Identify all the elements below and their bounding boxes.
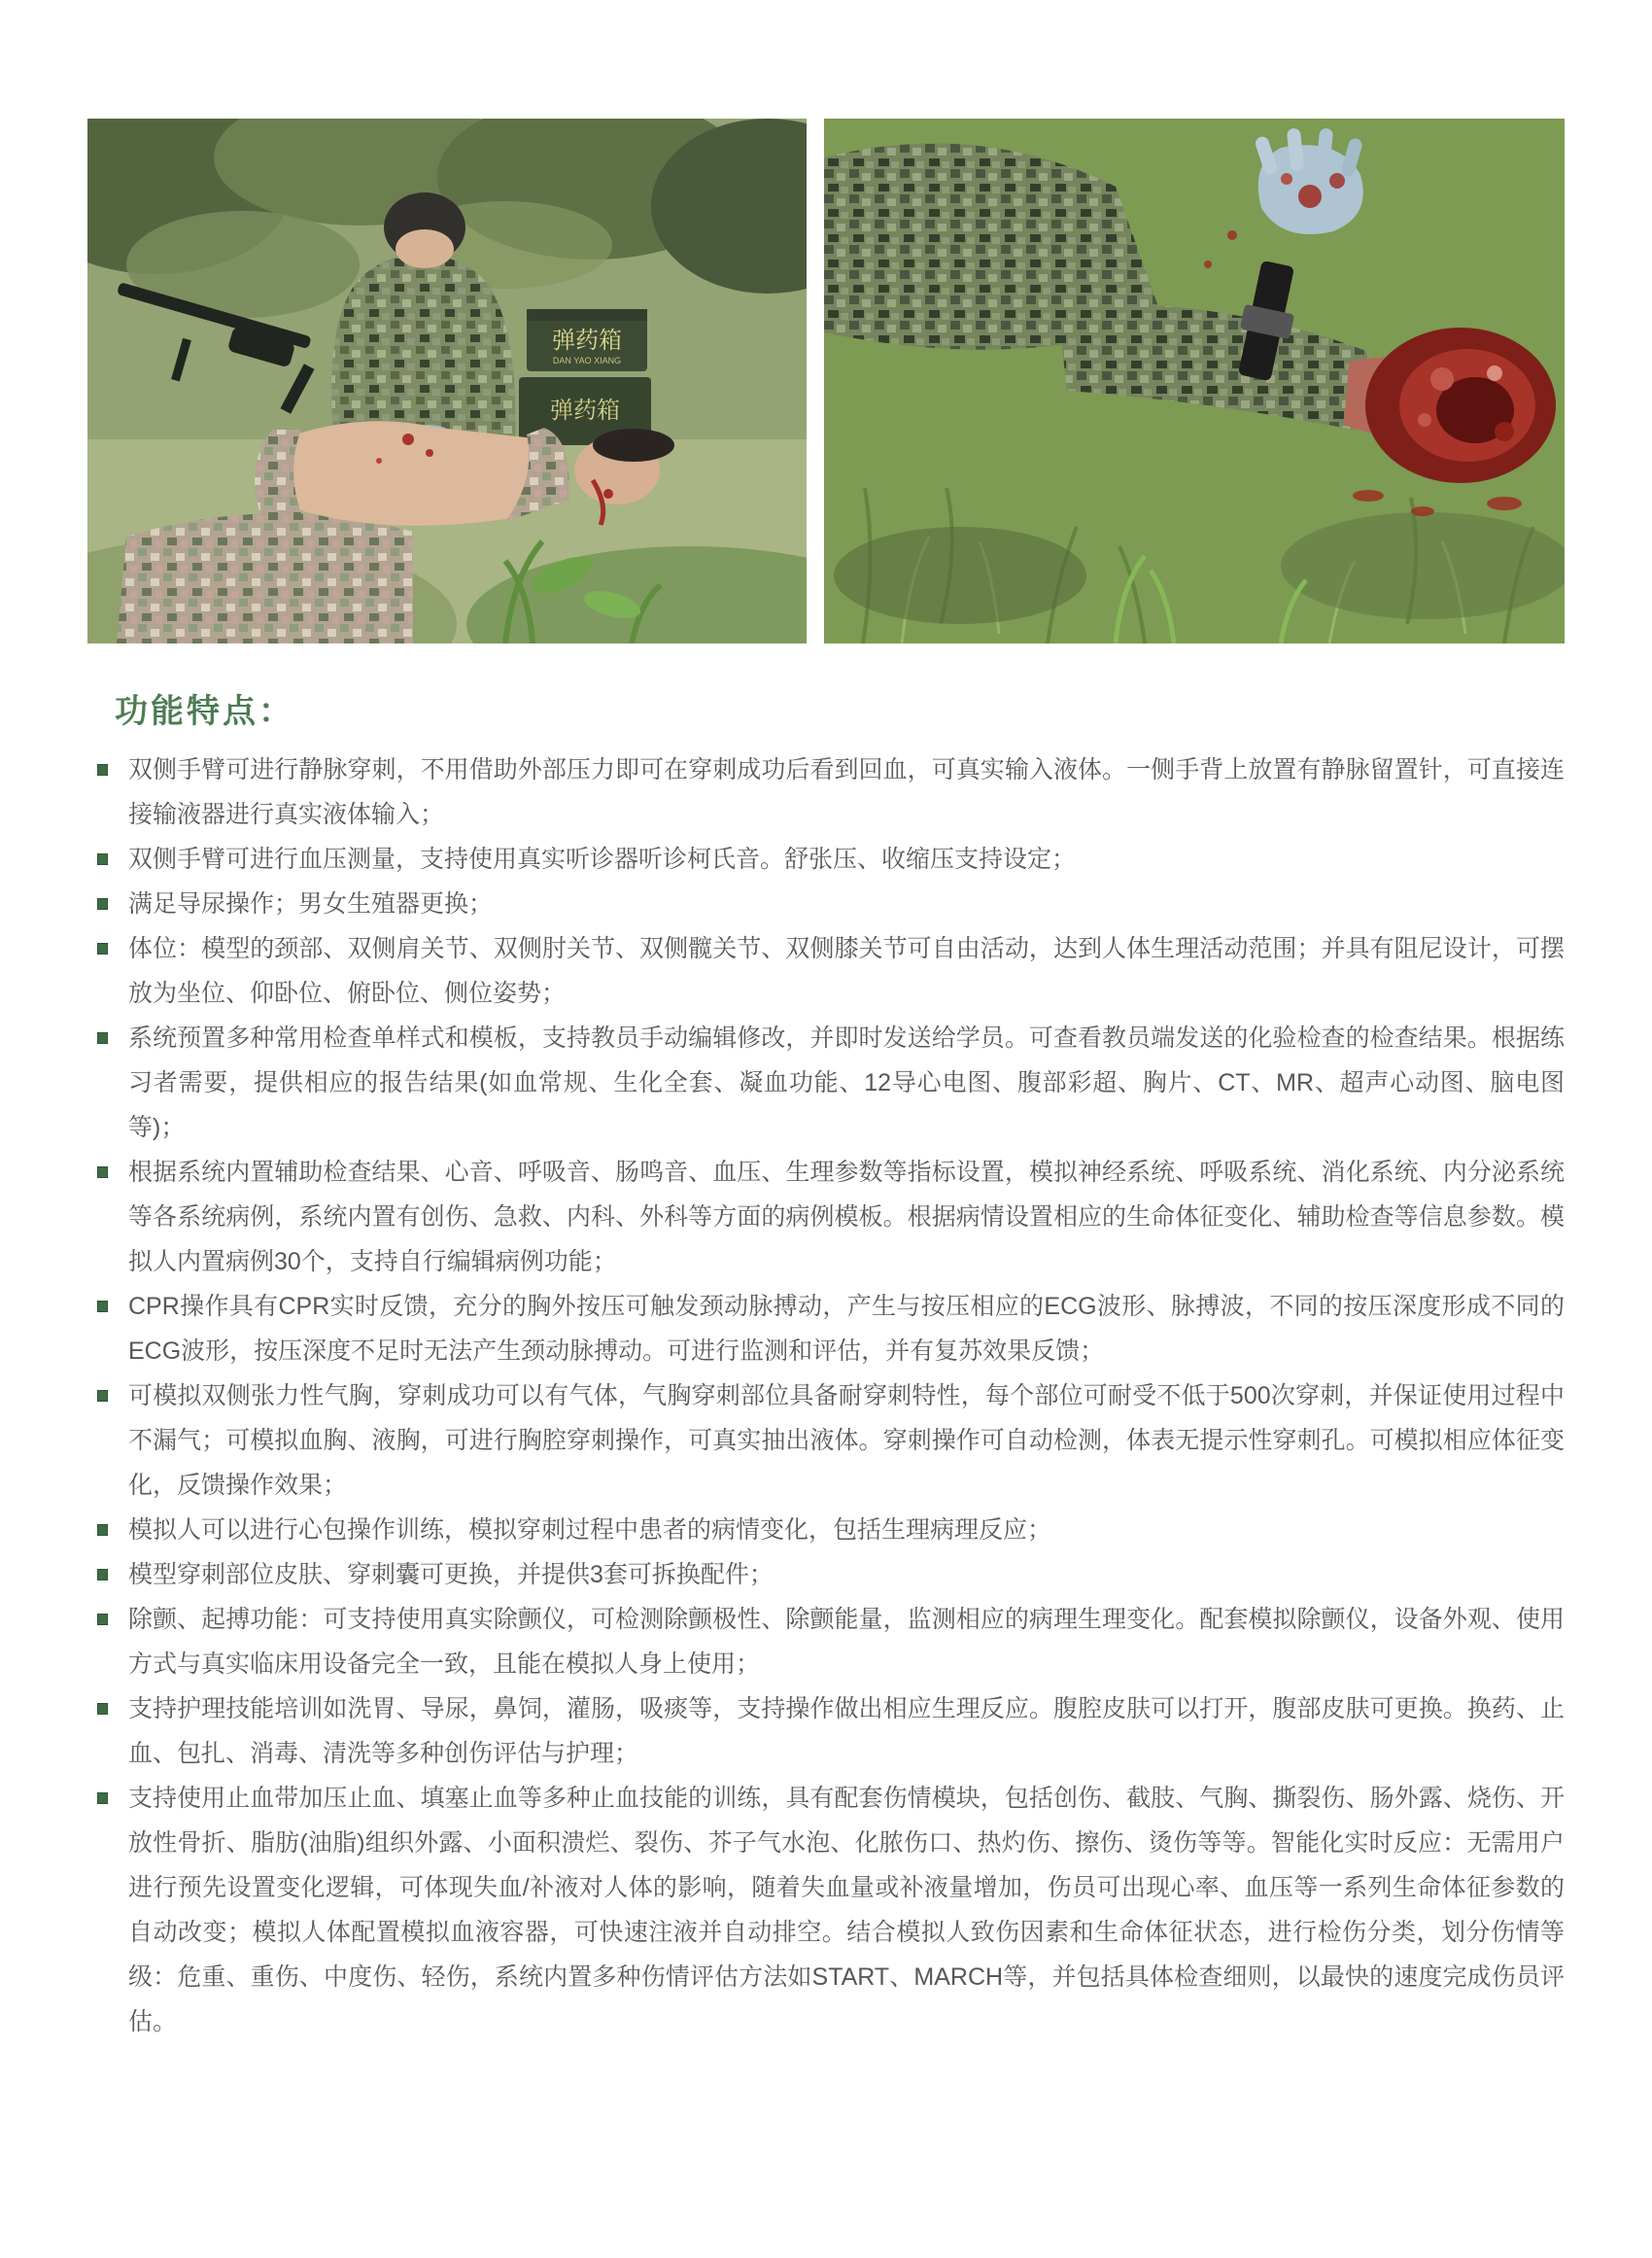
feature-text: 双侧手臂可进行血压测量，支持使用真实听诊器听诊柯氏音。舒张压、收缩压支持设定； bbox=[128, 846, 1077, 873]
ammo-boxes bbox=[519, 309, 651, 445]
bullet-square-icon bbox=[97, 943, 108, 955]
feature-item bbox=[87, 1373, 1565, 1508]
bullet-square-icon bbox=[97, 1301, 108, 1312]
feature-text: 除颤、起搏功能：可支持使用真实除颤仪，可检测除颤极性、除颤能量，监测相应的病理生理变化。配套模拟除颤仪，设备外观、使用方式与真实临床用设备完全一致，且能在模拟人身上使用； bbox=[128, 1606, 1565, 1678]
photo-cpr-training bbox=[87, 119, 807, 643]
bullet-square-icon bbox=[97, 1032, 108, 1044]
bullet-square-icon bbox=[97, 1703, 108, 1715]
bullet-square-icon bbox=[97, 898, 108, 910]
section-heading: 功能特点： bbox=[115, 693, 294, 730]
feature-item bbox=[87, 882, 1565, 926]
cpr-photo-illustration bbox=[87, 119, 807, 643]
feature-item bbox=[87, 1552, 1565, 1597]
bullet-square-icon bbox=[97, 1524, 108, 1536]
feature-item bbox=[87, 1686, 1565, 1776]
feature-text: 根据系统内置辅助检查结果、心音、呼吸音、肠鸣音、血压、生理参数等指标设置，模拟神经系统、呼吸系统、消化系统、内分泌系统等各系统病例，系统内置有创伤、急救、内科、外科等方面的病例模板。根据病情设置相应的生命体征变化、辅助检查等信息参数。模拟人内置病例30个，支持自行编辑病例功能； bbox=[128, 1159, 1565, 1275]
feature-item bbox=[87, 747, 1565, 837]
feature-item bbox=[87, 926, 1565, 1016]
feature-item bbox=[87, 1150, 1565, 1284]
feature-text: 模型穿刺部位皮肤、穿刺囊可更换，并提供3套可拆换配件； bbox=[128, 1561, 774, 1588]
bullet-square-icon bbox=[97, 1614, 108, 1625]
photo-wound-treatment bbox=[824, 119, 1565, 643]
feature-text: 体位：模型的颈部、双侧肩关节、双侧肘关节、双侧髋关节、双侧膝关节可自由活动，达到人体生理活动范围；并具有阻尼设计，可摆放为坐位、仰卧位、俯卧位、侧位姿势； bbox=[128, 935, 1565, 1007]
feature-item bbox=[87, 1597, 1565, 1686]
feature-text: 支持使用止血带加压止血、填塞止血等多种止血技能的训练，具有配套伤情模块，包括创伤、截肢、气胸、撕裂伤、肠外露、烧伤、开放性骨折、脂肪(油脂)组织外露、小面积溃烂、裂伤、芥子气水泡、化脓伤口、热灼伤、擦伤、烫伤等等。智能化实时反应：无需用户进行预先设置变化逻辑，可体现失血/补液对人体的影响，随着失血量或补液量增加，伤员可出现心率、血压等一系列生命体征参数的自动改变；模拟人体配置模拟血液容器，可快速注液并自动排空。结合模拟人致伤因素和生命体征状态，进行检伤分类，划分伤情等级：危重、重伤、中度伤、轻伤，系统内置多种伤情评估方法如START、MARCH等，并包括具体检查细则，以最快的速度完成伤员评估。 bbox=[128, 1785, 1565, 2035]
feature-list bbox=[87, 747, 1565, 2044]
ammo-box-sublabel: DAN YAO XIANG bbox=[552, 356, 622, 365]
feature-item bbox=[87, 837, 1565, 882]
feature-text: 双侧手臂可进行静脉穿刺，不用借助外部压力即可在穿刺成功后看到回血，可真实输入液体。一侧手背上放置有静脉留置针，可直接连接输液器进行真实液体输入； bbox=[128, 756, 1565, 828]
bullet-square-icon bbox=[97, 1166, 108, 1178]
ammo-box-label: 弹药箱 bbox=[552, 328, 622, 354]
feature-item bbox=[87, 1016, 1565, 1150]
feature-text: 满足导尿操作；男女生殖器更换； bbox=[128, 890, 494, 918]
bullet-square-icon bbox=[97, 1569, 108, 1581]
wound-photo-illustration bbox=[824, 119, 1565, 643]
bullet-square-icon bbox=[97, 764, 108, 776]
ammo-box-label-2: 弹药箱 bbox=[550, 398, 620, 424]
bullet-square-icon bbox=[97, 1792, 108, 1804]
feature-text: 可模拟双侧张力性气胸，穿刺成功可以有气体，气胸穿刺部位具备耐穿刺特性，每个部位可耐受不低于500次穿刺，并保证使用过程中不漏气；可模拟血胸、液胸，可进行胸腔穿刺操作，可真实抽出液体。穿刺操作可自动检测，体表无提示性穿刺孔。可模拟相应体征变化，反馈操作效果； bbox=[128, 1382, 1565, 1499]
feature-text: 模拟人可以进行心包操作训练，模拟穿刺过程中患者的病情变化，包括生理病理反应； bbox=[128, 1516, 1052, 1544]
feature-item bbox=[87, 1776, 1565, 2044]
feature-text: CPR操作具有CPR实时反馈，充分的胸外按压可触发颈动脉搏动，产生与按压相应的ECG波形、脉搏波，不同的按压深度形成不同的ECG波形，按压深度不足时无法产生颈动脉搏动。可进行监测和评估，并有复苏效果反馈； bbox=[128, 1293, 1565, 1365]
feature-item bbox=[87, 1508, 1565, 1552]
bullet-square-icon bbox=[97, 1390, 108, 1402]
feature-text: 系统预置多种常用检查单样式和模板，支持教员手动编辑修改，并即时发送给学员。可查看教员端发送的化验检查的检查结果。根据练习者需要，提供相应的报告结果(如血常规、生化全套、凝血功能、12导心电图、腹部彩超、胸片、CT、MR、超声心动图、脑电图等)； bbox=[128, 1025, 1565, 1141]
feature-item bbox=[87, 1284, 1565, 1373]
bullet-square-icon bbox=[97, 853, 108, 865]
feature-text: 支持护理技能培训如洗胃、导尿，鼻饲，灌肠，吸痰等，支持操作做出相应生理反应。腹腔皮肤可以打开，腹部皮肤可更换。换药、止血、包扎、消毒、清洗等多种创伤评估与护理； bbox=[128, 1695, 1565, 1767]
photo-row bbox=[87, 119, 1565, 643]
